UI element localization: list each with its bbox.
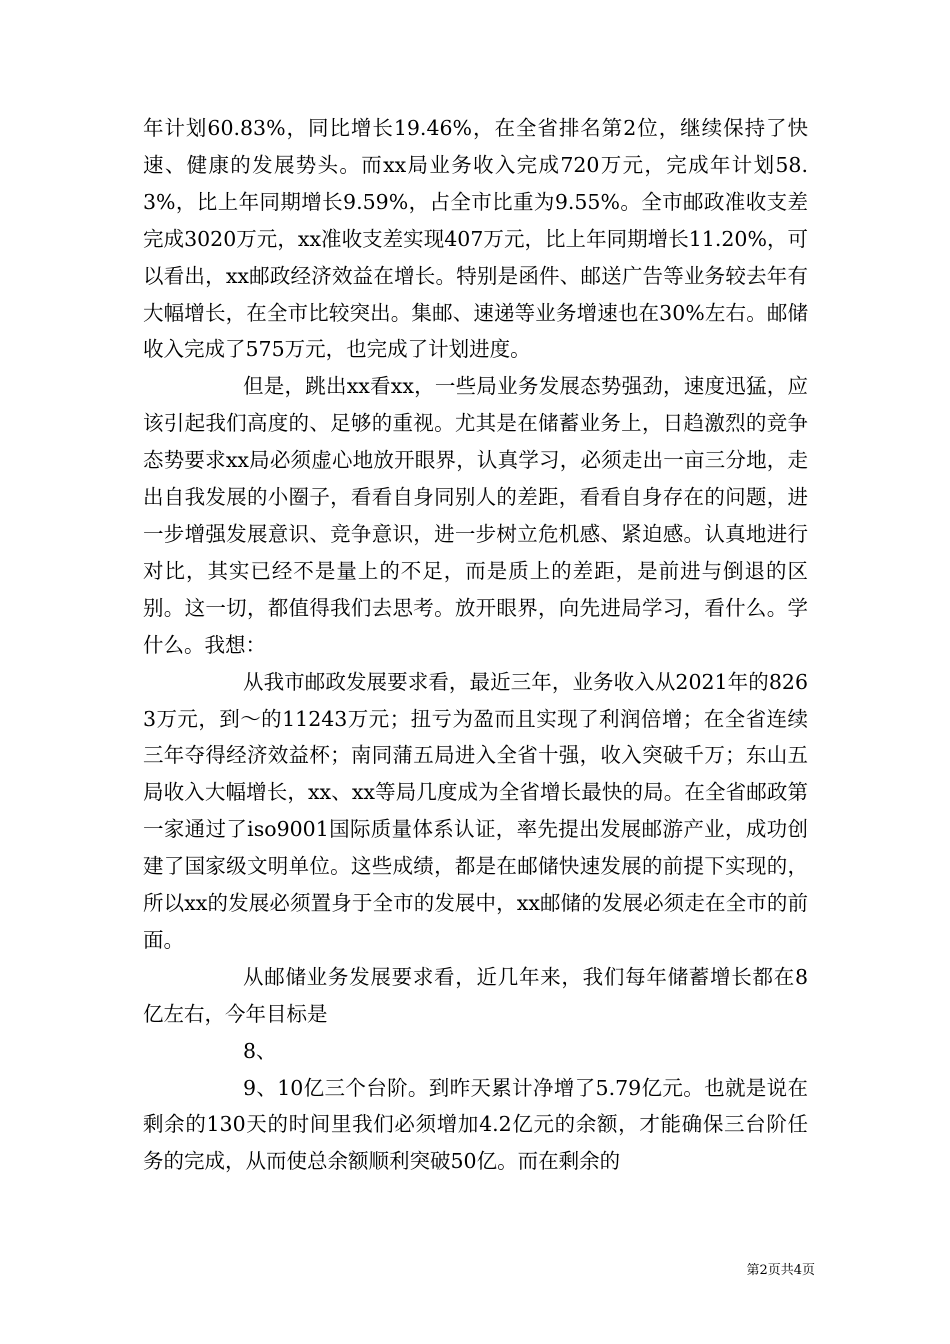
paragraph-2: 但是，跳出xx看xx，一些局业务发展态势强劲，速度迅猛，应该引起我们高度的、足够的重视。尤其是在储蓄业务上，日趋激烈的竞争态势要求xx局必须虚心地放开眼界，认真学习，必须走出一亩三分地，走出自我发展的小圈子，看看自身同别人的差距，看看自身存在的问题，进一步增强发展意识、竞争意识，进一步树立危机感、紧迫感。认真地进行对比，其实已经不是量上的不足，而是质上的差距，是前进与倒退的区别。这一切，都值得我们去思考。放开眼界，向先进局学习，看什么。学什么。我想： — [143, 374, 808, 657]
paragraph-5: 8、 — [243, 1038, 277, 1063]
paragraph-3: 从我市邮政发展要求看，最近三年，业务收入从2021年的8263万元，到～的11243万元；扭亏为盈而且实现了利润倍增；在全省连续三年夺得经济效益杯；南同蒲五局进入全省十强，收入突破千万；东山五局收入大幅增长，xx、xx等局几度成为全省增长最快的局。在全省邮政第一家通过了iso9001国际质量体系认证，率先提出发展邮游产业，成功创建了国家级文明单位。这些成绩，都是在邮储快速发展的前提下实现的，所以xx的发展必须置身于全市的发展中，xx邮储的发展必须走在全市的前面。 — [143, 669, 808, 952]
document-body — [143, 110, 808, 1180]
paragraph-6: 9、10亿三个台阶。到昨天累计净增了5.79亿元。也就是说在剩余的130天的时间里我们必须增加4.2亿元的余额，才能确保三台阶任务的完成，从而使总余额顺利突破50亿。而在剩余的 — [143, 1075, 808, 1174]
page-number-footer: 第2页共4页 — [746, 1263, 815, 1278]
paragraph-4: 从邮储业务发展要求看，近几年来，我们每年储蓄增长都在8亿左右，今年目标是 — [143, 964, 808, 1026]
paragraph-1: 年计划60.83%，同比增长19.46%，在全省排名第2位，继续保持了快速、健康的发展势头。而xx局业务收入完成720万元，完成年计划58.3%，比上年同期增长9.59%，占全市比重为9.55%。全市邮政准收支差完成3020万元，xx准收支差实现407万元，比上年同期增长11.20%，可以看出，xx邮政经济效益在增长。特别是函件、邮送广告等业务较去年有大幅增长，在全市比较突出。集邮、速递等业务增速也在30%左右。邮储收入完成了575万元，也完成了计划进度。 — [143, 116, 808, 362]
